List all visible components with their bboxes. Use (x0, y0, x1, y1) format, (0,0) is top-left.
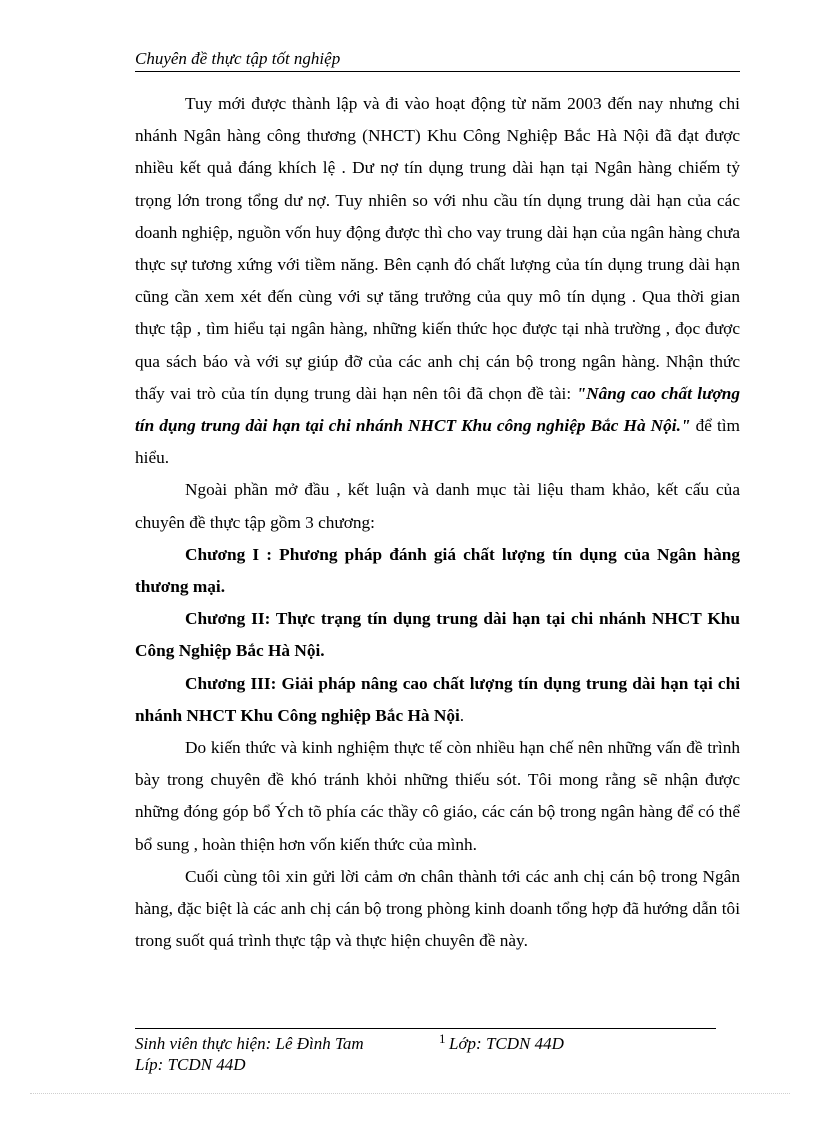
limitations-paragraph: Do kiến thức và kinh nghiệm thực tế còn nhiều hạn chế nên những vấn đề trình bày trong chuyên đề khó tránh khỏi những thiếu sót. Tôi mong rằng sẽ nhận được những đóng góp bổ Ých tõ phía các thầy cô giáo, các cán bộ trong ngân hàng để có thể bổ sung , hoàn thiện hơn vốn kiến thức của mình. (135, 738, 740, 854)
thanks-paragraph: Cuối cùng tôi xin gửi lời cảm ơn chân thành tới các anh chị cán bộ trong Ngân hàng, đặc biệt là các anh chị cán bộ trong phòng kinh doanh tổng hợp đã hướng dẫn tôi trong suốt quá trình thực tập và thực hiện chuyên đề này. (135, 866, 740, 951)
page-header (135, 48, 740, 72)
footer-student: Sinh viên thực hiện: Lê Đình Tam (135, 1034, 364, 1053)
intro-tail: để tìm hiểu. (135, 416, 740, 468)
document-body (135, 88, 740, 957)
intro-text: Tuy mới được thành lập và đi vào hoạt động từ năm 2003 đến nay nhưng chi nhánh Ngân hàng công thương (NHCT) Khu Công Nghiệp Bắc Hà Nội đã đạt được nhiều kết quả đáng khích lệ . Dư nợ tín dụng trung dài hạn tại Ngân hàng chiếm tỷ trọng lớn trong tổng dư nợ. Tuy nhiên so với nhu cầu tín dụng trung dài hạn của các doanh nghiệp, nguồn vốn huy động được thì cho vay trung dài hạn của ngân hàng chưa thực sự tương xứng với tiềm năng. Bên cạnh đó chất lượng của tín dụng trung dài hạn cũng cần xem xét đến cùng với sự tăng trưởng của quy mô tín dụng . Qua thời gian thực tập , tìm hiểu tại ngân hàng, những kiến thức học được tại nhà trường , đọc được qua sách báo và với sự giúp đỡ của các anh chị cán bộ trong ngân hàng. Nhận thức thấy vai trò của tín dụng trung dài hạn nên tôi đã chọn đề tài: (135, 94, 740, 403)
footer-class-right: Lớp: TCDN 44D (449, 1034, 564, 1053)
footer-rule (135, 1028, 716, 1029)
chapter-3-title: Chương III: Giải pháp nâng cao chất lượng tín dụng trung dài hạn tại chi nhánh NHCT Khu Công nghiệp Bắc Hà Nội (135, 673, 740, 725)
intro-paragraph (135, 88, 740, 474)
footer-row (135, 1033, 735, 1054)
header-title: Chuyên đề thực tập tốt nghiệp (135, 49, 341, 68)
footer-class-left: Líp: TCDN 44D (135, 1055, 246, 1074)
chapter-3-paragraph (135, 668, 740, 732)
page-number: 1 (439, 1031, 446, 1046)
footer-row-2 (135, 1054, 735, 1075)
structure-paragraph: Ngoài phần mở đầu , kết luận và danh mục tài liệu tham khảo, kết cấu của chuyên đề thực tập gồm 3 chương: (135, 480, 740, 532)
page-footer (135, 1033, 735, 1075)
chapter-3-tail: . (459, 705, 465, 725)
page-bottom-border (30, 1093, 790, 1094)
chapter-2-title: Chương II: Thực trạng tín dụng trung dài hạn tại chi nhánh NHCT Khu Công Nghiệp Bắc Hà Nội. (135, 609, 740, 661)
thesis-title: "Nâng cao chất lượng tín dụng trung dài hạn tại chi nhánh NHCT Khu công nghiệp Bắc Hà Nội." (135, 383, 740, 436)
chapter-1-title: Chương I : Phương pháp đánh giá chất lượng tín dụng của Ngân hàng thương mại. (135, 544, 740, 597)
